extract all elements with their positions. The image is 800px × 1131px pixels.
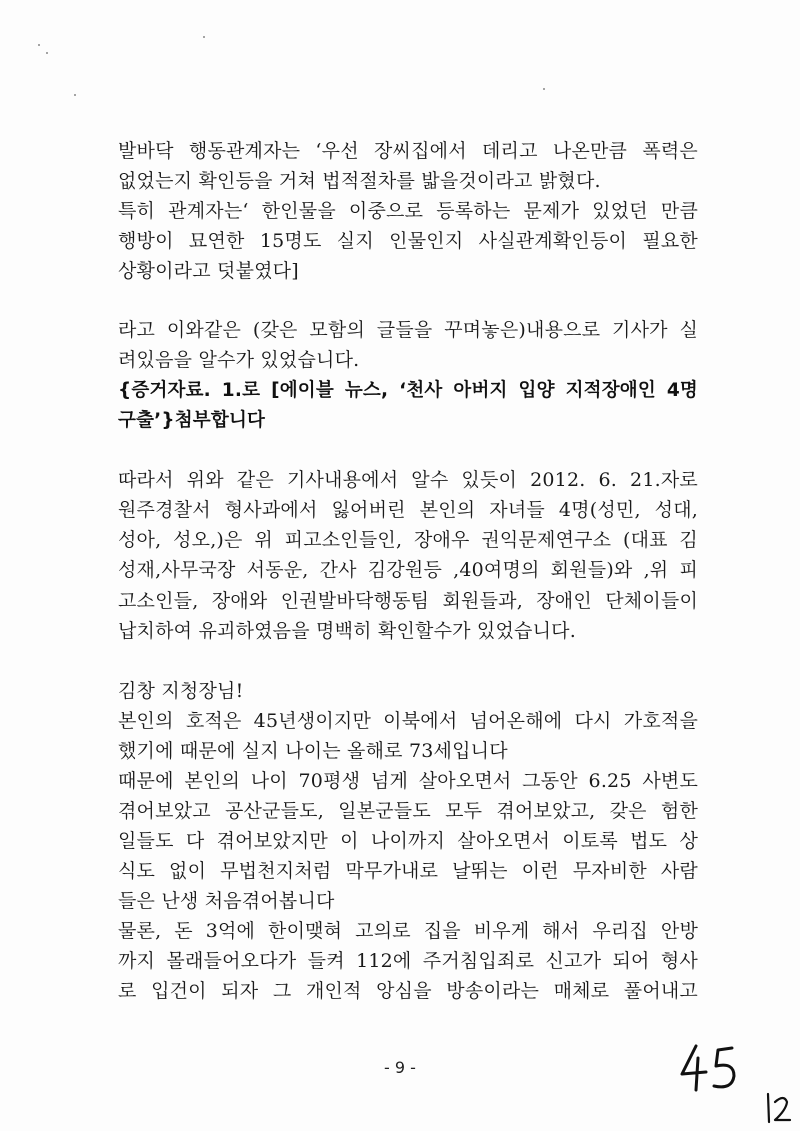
salutation: 김창 지청장님! [118,680,244,702]
body-line: 상황이라고 덧붙였다] [118,260,299,282]
body-line: 성재,사무국장 서동운, 간사 김강원등 ,40여명의 회원들)와 ,위 피 [118,559,698,581]
handwritten-page-mark [676,1040,746,1096]
body-line: 본인의 호적은 45년생이지만 이북에서 넘어온해에 다시 가호적을 [118,710,698,732]
evidence-reference: {증거자료. 1.로 [에이블 뉴스, ‘천사 아버지 입양 지적장애인 4명 [118,380,698,401]
body-line: 성아, 성오,)은 위 피고소인들인, 장애우 권익문제연구소 (대표 김 [118,529,698,551]
handwritten-margin-number [760,1088,796,1128]
scan-speck [38,44,40,46]
body-line: 원주경찰서 형사과에서 잃어버린 본인의 자녀들 4명(성민, 성대, [118,499,698,521]
body-line: 발바닥 행동관계자는 ‘우선 장씨집에서 데리고 나온만큼 폭력은 [118,140,698,162]
scan-speck [74,94,76,96]
body-line: 때문에 본인의 나이 70평생 넘게 살아오면서 그동안 6.25 사변도 [118,770,698,792]
body-line: 식도 없이 무법천지처럼 막무가내로 날뛰는 이런 무자비한 사람 [118,860,698,882]
body-line: 들은 난생 처음겪어봅니다 [118,890,335,912]
body-line: 따라서 위와 같은 기사내용에서 알수 있듯이 2012. 6. 21.자로 [118,469,698,491]
body-line: 행방이 묘연한 15명도 실지 인물인지 사실관계확인등이 필요한 [118,230,698,252]
scan-speck [543,88,545,90]
body-line: 납치하여 유괴하였음을 명백히 확인할수가 있었습니다. [118,620,576,642]
body-line: 일들도 다 겪어보았지만 이 나이까지 살아오면서 이토록 법도 상 [118,830,698,852]
evidence-reference: 구출’}첨부합니다 [118,410,266,431]
body-line: 라고 이와같은 (갖은 모함의 글들을 꾸며놓은)내용으로 기사가 실 [118,319,698,341]
body-line: 겪어보았고 공산군들도, 일본군들도 모두 겪어보았고, 갖은 험한 [118,800,698,822]
scan-speck [46,52,48,54]
body-line: 려있음을 알수가 있었습니다. [118,349,360,371]
body-line: 없었는지 확인등을 거쳐 법적절차를 밟을것이라고 밝혔다. [118,170,601,192]
scan-speck [203,36,205,38]
body-line: 로 입건이 되자 그 개인적 앙심을 방송이라는 매체로 풀어내고 [118,980,698,1002]
body-line: 까지 몰래들어오다가 들켜 112에 주거침입죄로 신고가 되어 형사 [118,950,698,972]
body-line: 했기에 때문에 실지 나이는 올해로 73세입니다 [118,740,508,762]
page-number: - 9 - [384,1058,416,1077]
body-line: 특히 관계자는‘ 한인물을 이중으로 등록하는 문제가 있었던 만큼 [118,200,698,222]
body-line: 물론, 돈 3억에 한이맺혀 고의로 집을 비우게 해서 우리집 안방 [118,920,698,942]
body-line: 고소인들, 장애와 인권발바닥행동팀 회원들과, 장애인 단체이들이 [118,590,698,612]
